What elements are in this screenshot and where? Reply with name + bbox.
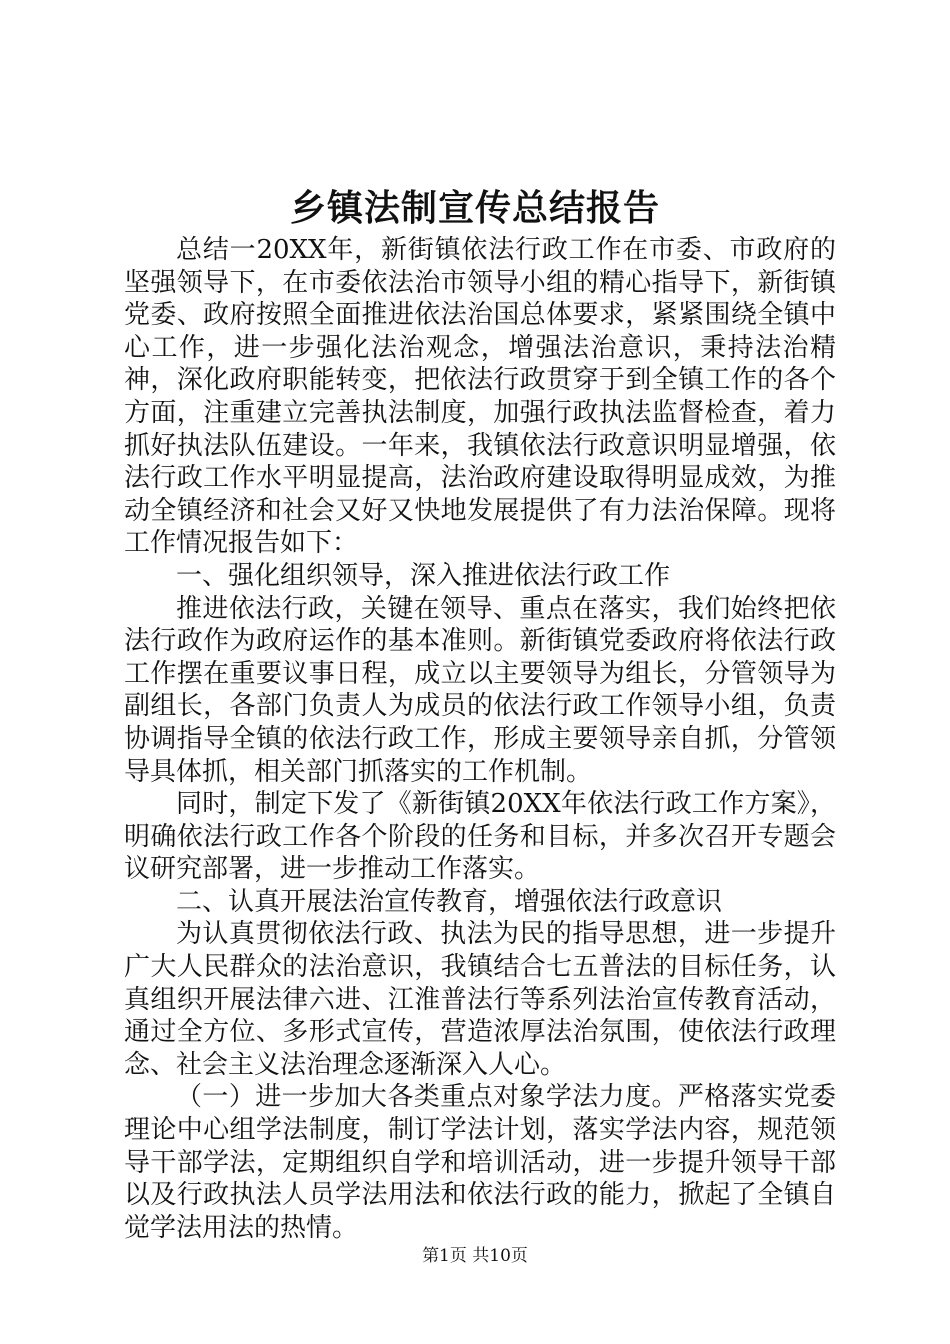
document-body: [124, 234, 836, 1244]
paragraph-section1-a: 推进依法行政，关键在领导、重点在落实，我们始终把依法行政作为政府运作的基本准则。新街镇党委政府将依法行政工作摆在重要议事日程，成立以主要领导为组长，分管领导为副组长，各部门负责人为成员的依法行政工作领导小组，负责协调指导全镇的依法行政工作，形成主要领导亲自抓，分管领导具体抓，相关部门抓落实的工作机制。: [124, 593, 836, 787]
section-heading-2: 二、认真开展法治宣传教育，增强依法行政意识: [176, 886, 723, 917]
paragraph-intro: 总结一20XX年，新街镇依法行政工作在市委、市政府的坚强领导下，在市委依法治市领导小组的精心指导下，新街镇党委、政府按照全面推进依法治国总体要求，紧紧围绕全镇中心工作，进一步强化法治观念，增强法治意识，秉持法治精神，深化政府职能转变，把依法行政贯穿于到全镇工作的各个方面，注重建立完善执法制度，加强行政执法监督检查，着力抓好执法队伍建设。一年来，我镇依法行政意识明显增强，依法行政工作水平明显提高，法治政府建设取得明显成效，为推动全镇经济和社会又好又快地发展提供了有力法治保障。现将工作情况报告如下：: [124, 235, 836, 559]
paragraph-section2-b: （一）进一步加大各类重点对象学法力度。严格落实党委理论中心组学法制度，制订学法计划，落实学法内容，规范领导干部学法，定期组织自学和培训活动，进一步提升领导干部以及行政执法人员学法用法和依法行政的能力，掀起了全镇自觉学法用法的热情。: [124, 1082, 836, 1243]
paragraph-section1-b: 同时，制定下发了《新街镇20XX年依法行政工作方案》，明确依法行政工作各个阶段的任务和目标，并多次召开专题会议研究部署，进一步推动工作落实。: [124, 789, 836, 885]
section-heading-1: 一、强化组织领导，深入推进依法行政工作: [176, 560, 671, 591]
page-number-footer: 第1页 共10页: [422, 1246, 528, 1266]
document-title: 乡镇法制宣传总结报告: [289, 187, 660, 229]
paragraph-section2-a: 为认真贯彻依法行政、执法为民的指导思想，进一步提升广大人民群众的法治意识，我镇结合七五普法的目标任务，认真组织开展法律六进、江淮普法行等系列法治宣传教育活动，通过全方位、多形式宣传，营造浓厚法治氛围，使依法行政理念、社会主义法治理念逐渐深入人心。: [124, 919, 836, 1080]
